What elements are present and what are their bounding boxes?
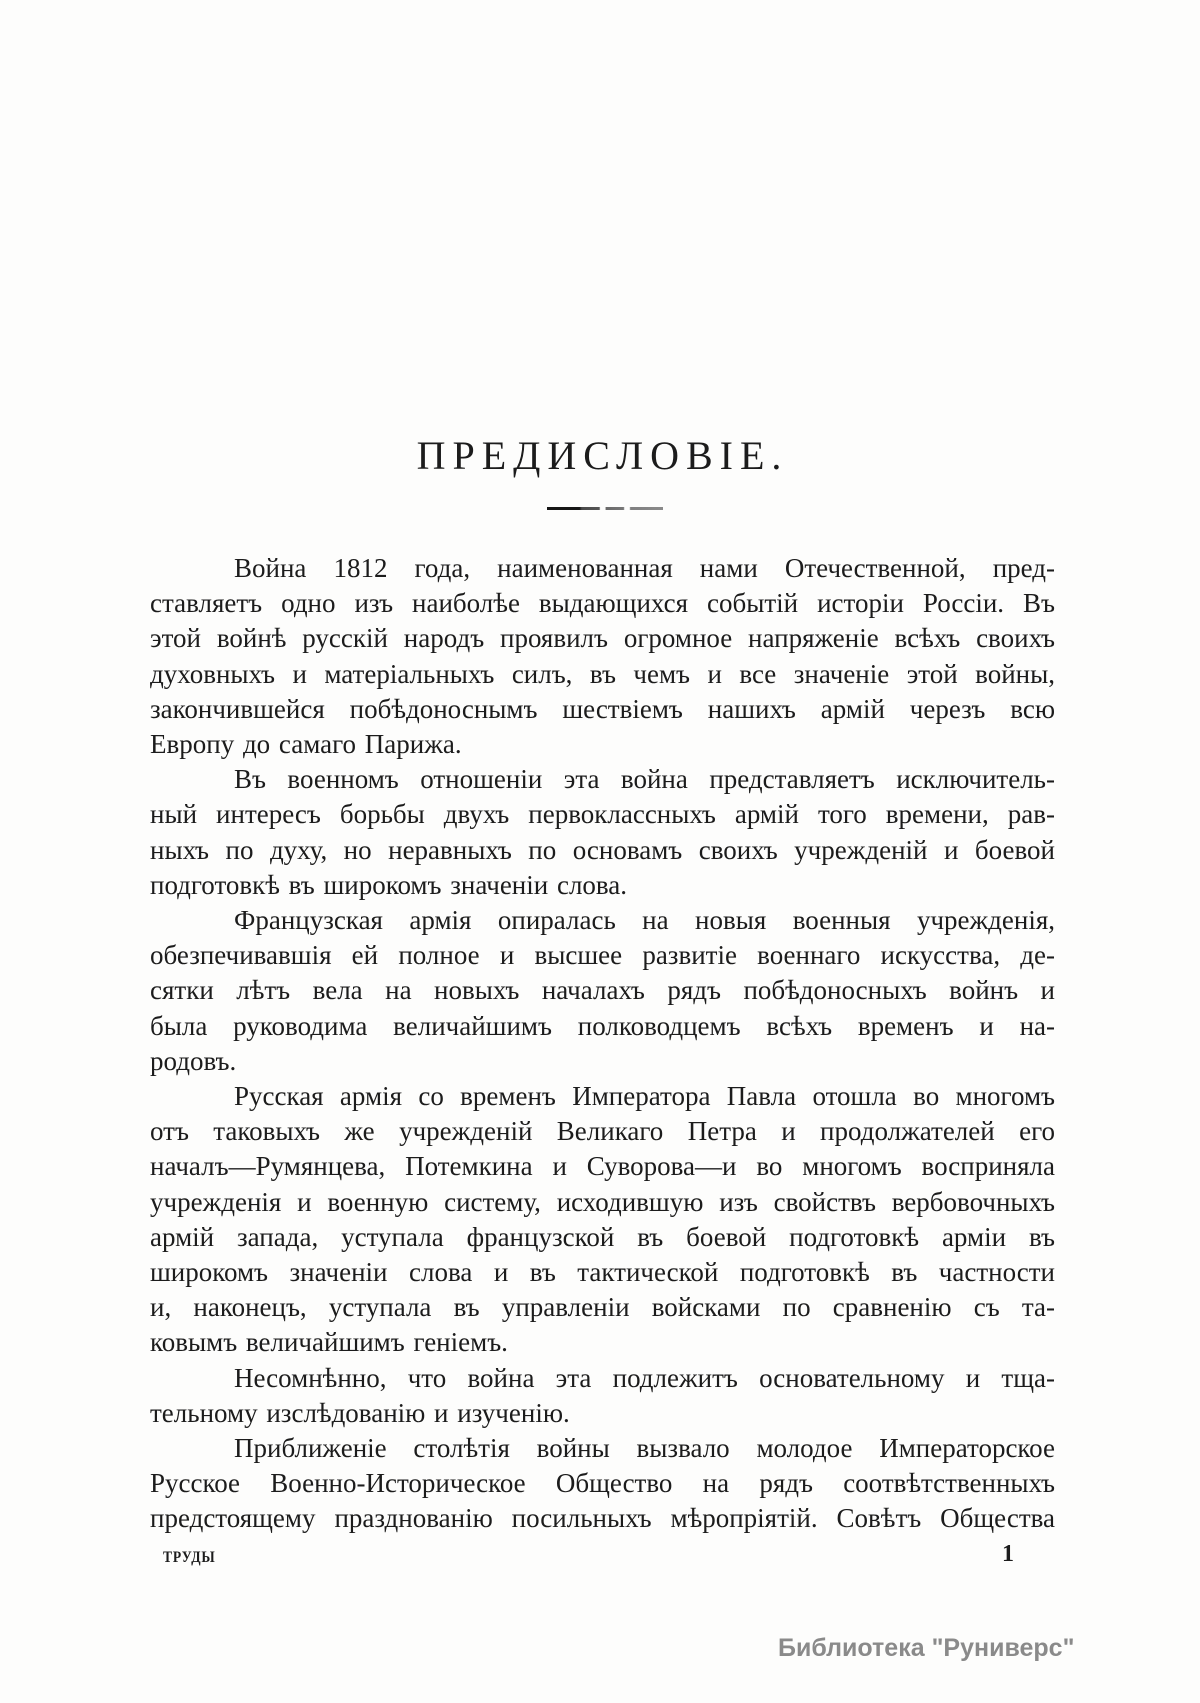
text-line: ныхъ по духу, но неравныхъ по основамъ своихъ учрежденій и боевой: [150, 834, 1055, 865]
text-line: учрежденія и военную систему, исходившую изъ свойствъ вербовочныхъ: [150, 1186, 1055, 1217]
text-line: сятки лѣтъ вела на новыхъ началахъ рядъ побѣдоносныхъ войнъ и: [150, 975, 1055, 1006]
text-line: широкомъ значеніи слова и въ тактической подготовкѣ въ частности: [150, 1257, 1055, 1288]
text-line: предстоящему празднованію посильныхъ мѣропріятій. Совѣтъ Общества: [150, 1503, 1055, 1534]
text-line: началъ—Румянцева, Потемкина и Суворова—и во многомъ восприняла: [150, 1151, 1055, 1182]
text-line: подготовкѣ въ широкомъ значеніи слова.: [150, 869, 628, 900]
text-line: ставляетъ одно изъ наиболѣе выдающихся событій исторіи Россіи. Въ: [150, 588, 1055, 619]
text-line: Европу до самаго Парижа.: [150, 729, 462, 760]
paragraph: [150, 551, 1055, 762]
library-watermark: Библиотека "Руниверс": [778, 1634, 1075, 1662]
preface-text: [150, 551, 1055, 1537]
text-line: закончившейся побѣдоноснымъ шествіемъ нашихъ армій черезъ всю: [150, 693, 1055, 724]
text-line: Русское Военно-Историческое Общество на рядъ соотвѣтственныхъ: [150, 1468, 1055, 1499]
paragraph: [150, 1431, 1055, 1537]
text-line: тельному изслѣдованію и изученію.: [150, 1397, 570, 1428]
text-line: Несомнѣнно, что война эта подлежитъ основательному и тща-: [234, 1362, 1055, 1393]
page-number: 1: [1002, 1541, 1014, 1567]
text-line: была руководима величайшимъ полководцемъ всѣхъ временъ и на-: [150, 1010, 1055, 1041]
paragraph: [150, 903, 1055, 1079]
footer-series-label: ТРУДЫ: [163, 1549, 216, 1566]
text-line: Русская армія со временъ Императора Павла отошла во многомъ: [234, 1081, 1055, 1112]
text-line: и, наконецъ, уступала въ управленіи войсками по сравненію съ та-: [150, 1292, 1055, 1323]
text-line: обезпечивавшія ей полное и высшее развитіе военнаго искусства, де-: [150, 940, 1055, 971]
page-title: ПРЕДИСЛОВІЕ.: [416, 433, 789, 478]
text-line: Французская армія опиралась на новыя военныя учрежденія,: [234, 905, 1055, 936]
text-line: родовъ.: [150, 1045, 237, 1076]
text-line: духовныхъ и матеріальныхъ силъ, въ чемъ и все значеніе этой войны,: [150, 658, 1055, 689]
text-line: этой войнѣ русскій народъ проявилъ огромное напряженіе всѣхъ своихъ: [150, 623, 1055, 654]
text-line: Въ военномъ отношеніи эта война представляетъ исключитель-: [234, 764, 1055, 795]
title-divider: [547, 507, 663, 510]
text-line: Война 1812 года, наименованная нами Отечественной, пред-: [234, 553, 1055, 583]
text-line: отъ таковыхъ же учрежденій Великаго Петра и продолжателей его: [150, 1116, 1055, 1147]
text-line: армій запада, уступала французской въ боевой подготовкѣ арміи въ: [150, 1221, 1055, 1252]
text-line: ный интересъ борьбы двухъ первоклассныхъ армій того времени, рав-: [150, 799, 1055, 830]
paragraph: [150, 1361, 1055, 1431]
text-line: Приближеніе столѣтія войны вызвало молодое Императорское: [234, 1433, 1055, 1464]
paragraph: [150, 1079, 1055, 1361]
text-line: ковымъ величайшимъ геніемъ.: [150, 1327, 508, 1358]
paragraph: [150, 762, 1055, 903]
